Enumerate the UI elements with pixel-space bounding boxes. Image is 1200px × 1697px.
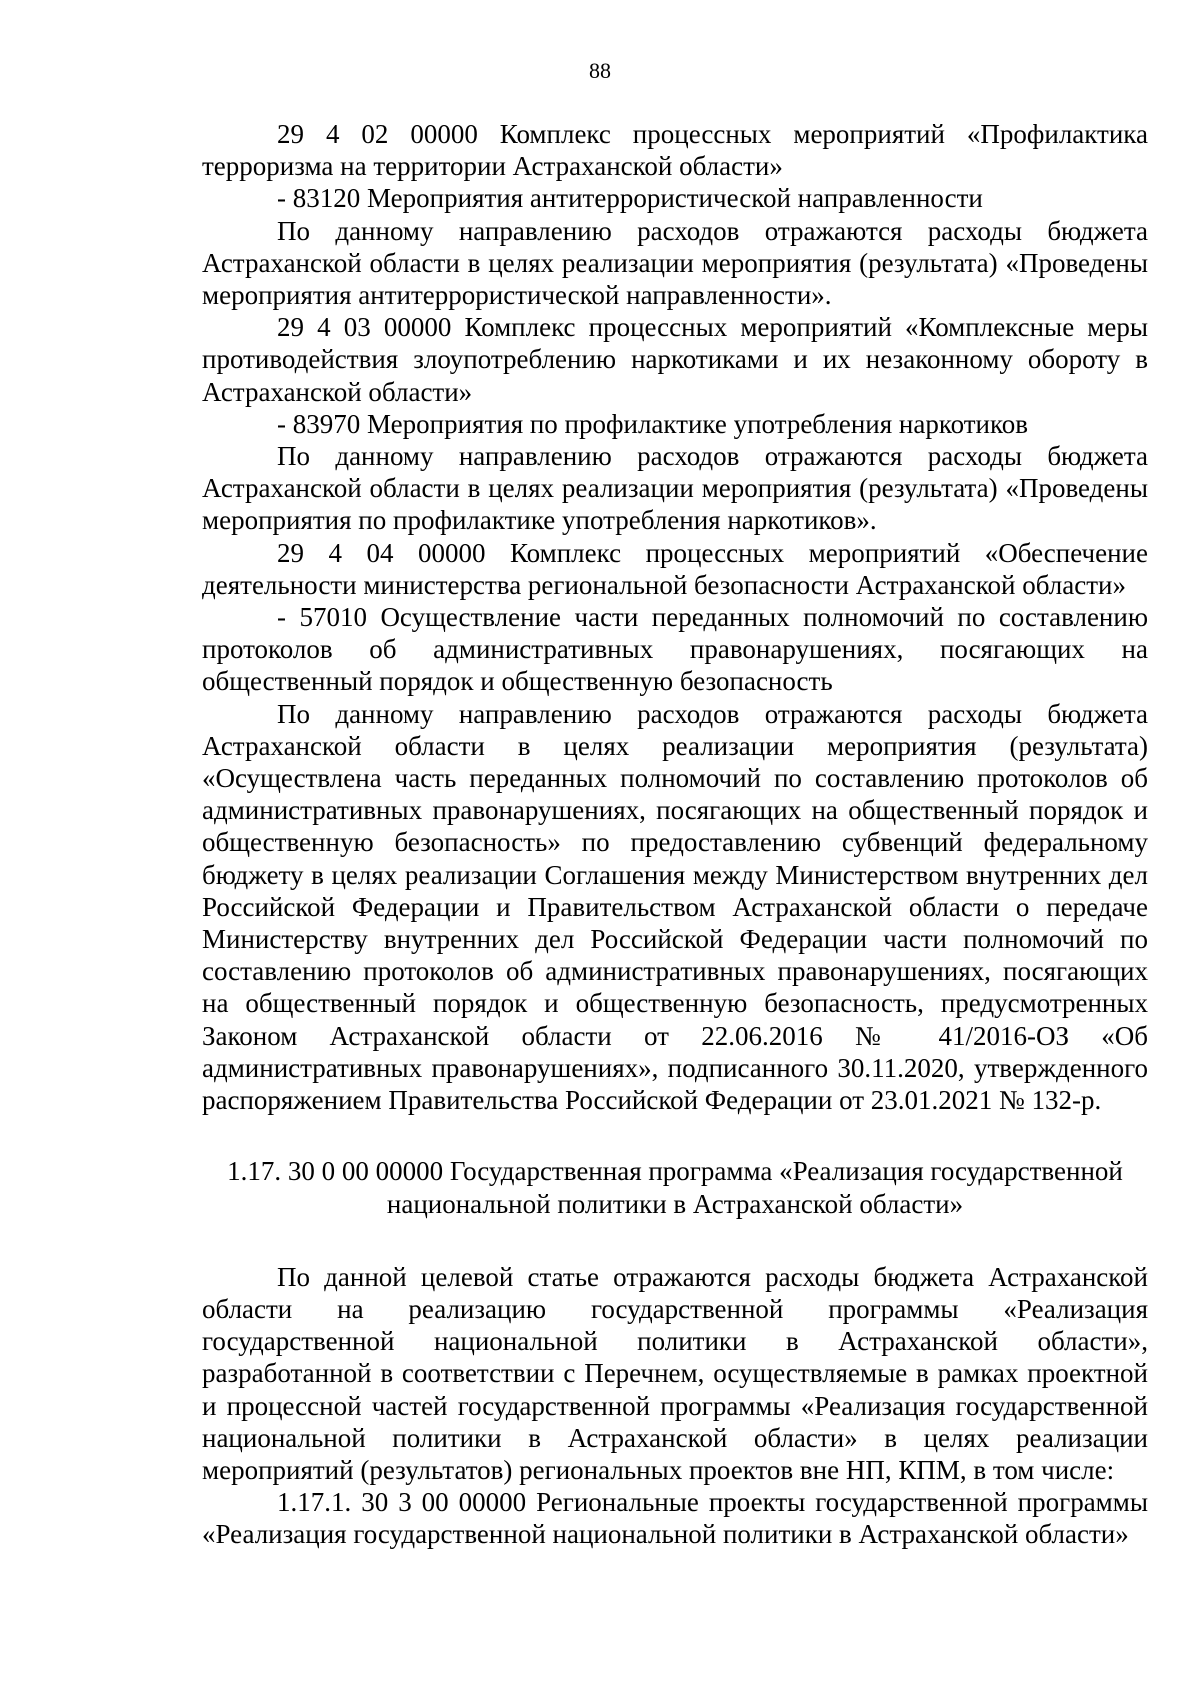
document-body [202,118,1148,1551]
paragraph-description-83120: По данному направлению расходов отражаются расходы бюджета Астраханской области в целях реализации мероприятия (результата) «Проведены мероприятия антитеррористической направленности». [202,215,1148,311]
paragraph-expense-83970: - 83970 Мероприятия по профилактике употребления наркотиков [277,408,1028,439]
paragraph-program-description: По данной целевой статье отражаются расходы бюджета Астраханской области на реализацию государственной программы «Реализация государственной национальной политики в Астраханской области», разработанной в соответствии с Перечнем, осуществляемые в рамках проектной и процессной частей государственной программы «Реализация государственной национальной политики в Астраханской области» в целях реализации мероприятий (результатов) региональных проектов вне НП, КПМ, в том числе: [202,1261,1148,1485]
paragraph-expense-57010: - 57010 Осуществление части переданных полномочий по составлению протоколов об административных правонарушениях, посягающих на общественный порядок и общественную безопасность [202,602,1148,697]
paragraph-kpm-terrorism: 29 4 02 00000 Комплекс процессных мероприятий «Профилактика терроризма на территории Астраханской области» [202,119,1148,182]
paragraph-regional-projects: 1.17.1. 30 3 00 00000 Региональные проекты государственной программы «Реализация государственной национальной политики в Астраханской области» [202,1487,1148,1550]
paragraph-description-83970: По данному направлению расходов отражаются расходы бюджета Астраханской области в целях реализации мероприятия (результата) «Проведены мероприятия по профилактике употребления наркотиков». [202,441,1148,536]
paragraph-description-57010: По данному направлению расходов отражаются расходы бюджета Астраханской области в целях реализации мероприятия (результата) «Осуществлена часть переданных полномочий по составлению протоколов об административных правонарушениях, посягающих на общественный порядок и общественную безопасность» по предоставлению субвенций федеральному бюджету в целях реализации Соглашения между Министерством внутренних дел Российской Федерации и Правительством Астраханской области о передаче Министерству внутренних дел Российской Федерации части полномочий по составлению протоколов об административных правонарушениях, посягающих на общественный порядок и общественную безопасность, предусмотренных Законом Астраханской области от 22.06.2016 № 41/2016-ОЗ «Об административных правонарушениях», подписанного 30.11.2020, утвержденного распоряжением Правительства Российской Федерации от 23.01.2021 № 132-р. [202,698,1148,1116]
paragraph-kpm-drugs: 29 4 03 00000 Комплекс процессных мероприятий «Комплексные меры противодействия злоупотреблению наркотиками и их незаконному обороту в Астраханской области» [202,312,1148,407]
paragraph-expense-83120: - 83120 Мероприятия антитеррористической направленности [277,183,983,214]
paragraph-kpm-ministry: 29 4 04 00000 Комплекс процессных мероприятий «Обеспечение деятельности министерства региональной безопасности Астраханской области» [202,537,1148,600]
section-heading [202,1155,1148,1219]
section-heading-line-2: национальной политики в Астраханской области» [386,1188,964,1219]
page-number: 88 [589,58,611,83]
section-heading-line-1: 1.17. 30 0 00 00000 Государственная программа «Реализация государственной [227,1156,1123,1187]
